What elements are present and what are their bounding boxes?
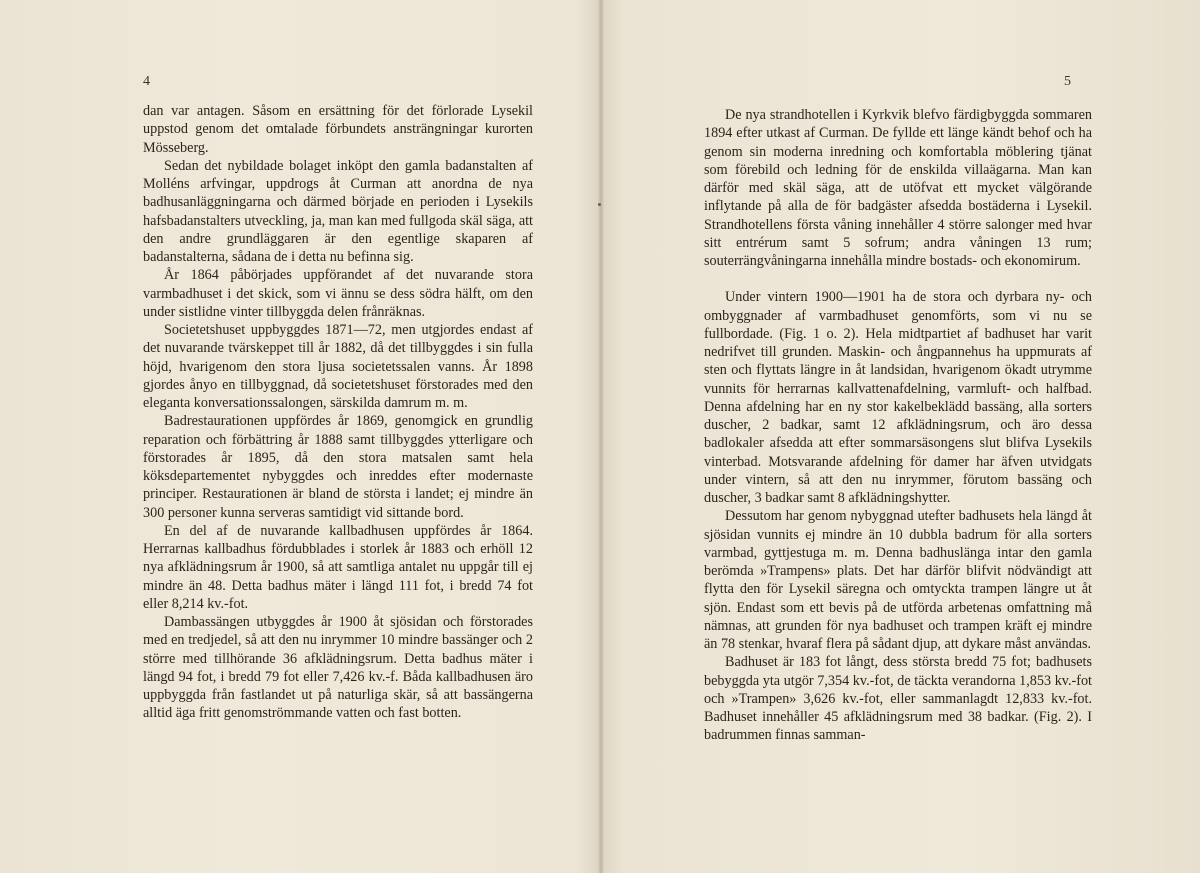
paragraph: Sedan det nybildade bolaget inköpt den gamla badanstalten af Molléns arfvingar, uppdrogs åt Curman att anordna de nya badhusanläggningarna och därmed började en perioden i Lysekils hafsbadanstalters utveckling, ja, man kan med fullgoda skäl säga, att den andre grundläggaren är den egentlige skaparen af badanstalterna, sådana de i detta nu befinna sig. [143, 157, 533, 265]
paragraph: De nya strandhotellen i Kyrkvik blefvo färdigbyggda sommaren 1894 efter utkast af Curman. De fyllde ett länge kändt behof och ha genom sin moderna inredning och komfortabla möblering tjänat som förebild och ledning för de enskilda villaägarna. Man kan därför med skäl säga, att de utöfvat ett mycket välgörande inflytande på alla de för badgäster afsedda bostäderna i Lysekil. Strandhotellens första våning innehåller 4 större salonger med hvar sitt entrérum samt 5 sofrum; andra våningen 13 rum; souterrängvåningarna innehålla mindre bostads- och ekonomirum. [704, 107, 1092, 269]
paragraph: En del af de nuvarande kallbadhusen uppfördes år 1864. Herrarnas kallbadhus fördubblades i storlek år 1883 och erhöll 12 nya afklädningsrum år 1900, så att samtliga antalet nu uppgår till ej mindre än 48. Detta badhus mäter i längd 111 fot, i bredd 74 fot eller 8,214 kv.-fot. [143, 522, 533, 612]
page-number: 4 [143, 74, 150, 89]
paragraph: Under vintern 1900—1901 ha de stora och dyrbara ny- och ombyggnader af varmbadhuset genomförts, som vi nu se fullbordade. (Fig. 1 o. 2). Hela midtpartiet af badhuset har varit nedrifvet till grunden. Maskin- och ångpannehus ha uppmurats af sten och flyttats längre in åt landsidan, hvarigenom ökadt utrymme vunnits för herrarnas kallvattenafdelning, varmluft- och halfbad. Denna afdelning har en ny stor kakelbeklädd bassäng, alla sorters duscher, 2 badkar, samt 12 afklädningsrum, och äro dessa badlokaler afsedda att efter sommarsäsongens slut blifva Lysekils vinterbad. Motsvarande afdelning för damer har äfven utvidgats under vintern, så att den nu inrymmer, förutom bassäng och duscher, 3 badkar samt 8 afklädningshytter. [704, 289, 1092, 506]
page-body [143, 102, 533, 723]
paragraph: Societetshuset uppbyggdes 1871—72, men utgjordes endast af det nuvarande tvärskeppet till år 1882, då det tillbyggdes i sin fulla höjd, hvarigenom den stora ljusa societetssalen vanns. År 1898 gjordes ånyo en tillbyggnad, då societetshuset förstorades med den eleganta konversationssalongen, särskilda damrum m. m. [143, 322, 533, 411]
paragraph: Dessutom har genom nybyggnad utefter badhusets hela längd åt sjösidan vunnits ej mindre än 10 dubbla badrum för alla sorters varmbad, gyttjestuga m. m. Denna badhuslänga intar den gamla berömda »Trampens» plats. Det har därför blifvit nödvändigt att flytta den för Lysekil säregna och omtyckta trampen längre ut åt sjön. Endast som ett bevis på de utförda arbetenas omfattning må nämnas, att grunden för nya badhuset och trampen kräft ej mindre än 78 stenkar, hvaraf flera på sådant djup, att dykare måst användas. [704, 508, 1092, 652]
margin-speck [598, 203, 601, 206]
paragraph: Badhuset är 183 fot långt, dess största bredd 75 fot; badhusets bebyggda yta utgör 7,354 kv.-fot, de täckta verandorna 1,853 kv.-fot och »Trampen» 3,626 kv.-fot, eller sammanlagdt 12,833 kv.-fot. Badhuset innehåller 45 afklädningsrum med 38 badkar. (Fig. 2). I badrummen finnas samman- [704, 654, 1092, 744]
page-number: 5 [1064, 74, 1071, 89]
paragraph: Badrestaurationen uppfördes år 1869, genomgick en grundlig reparation och förbättring år 1888 samt tillbyggdes ytterligare och förstorades år 1895, då den stora matsalen samt hela köksdepartementet nybyggdes och inreddes efter modernaste principer. Restaurationen är bland de största i landet; ej mindre än 300 personer kunna serveras samtidigt vid sittande bord. [143, 413, 533, 521]
paragraph: Dambassängen utbyggdes år 1900 åt sjösidan och förstorades med en tredjedel, så att den nu inrymmer 10 mindre bassänger och 2 större med tillhörande 36 afklädningsrum. Detta badhus mäter i längd 94 fot, i bredd 79 fot eller 7,426 kv.-f. Båda kallbadhusen äro uppbyggda från fastlandet ut på naturliga skär, så att bassängerna alltid äga fritt genomströmmande vatten och fast botten. [143, 614, 533, 722]
page-body [704, 106, 1092, 745]
paragraph: dan var antagen. Såsom en ersättning för det förlorade Lysekil uppstod genom det omtalade förbundets ansträngningar kurorten Mösseberg. [143, 103, 533, 156]
paragraph: År 1864 påbörjades uppförandet af det nuvarande stora varmbadhuset i det skick, som vi ännu se dess södra hälft, om den under sistlidne vinter tillbyggda delen frånräknas. [143, 267, 533, 320]
left-page [0, 0, 598, 873]
right-page [604, 0, 1200, 873]
